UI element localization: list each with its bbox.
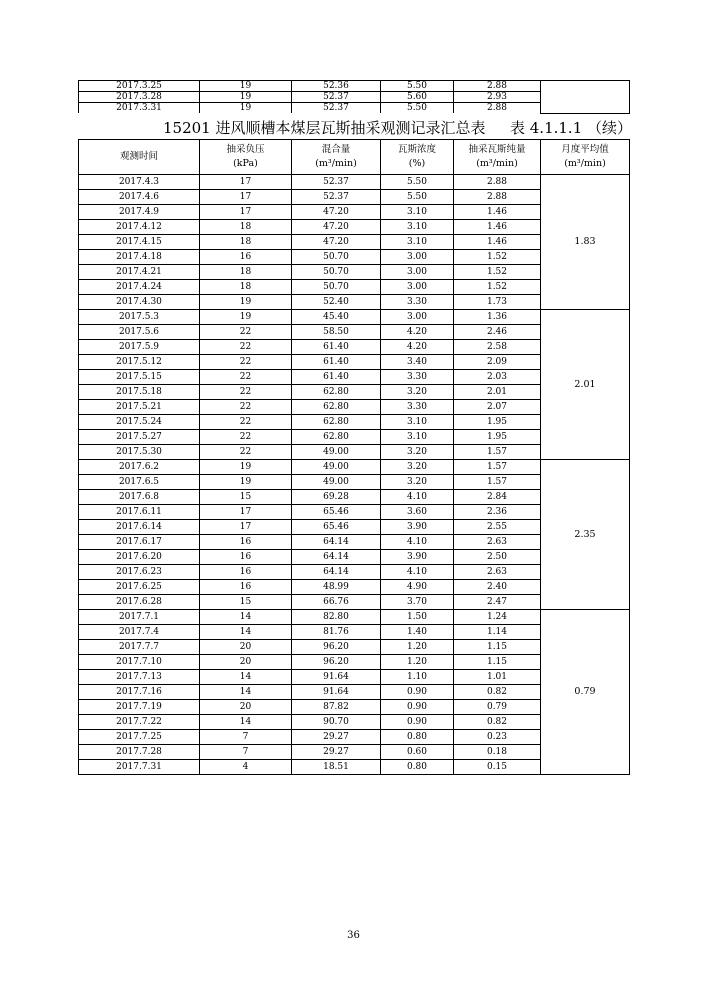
cell-date: 2017.7.10 <box>79 655 200 670</box>
cell-date: 2017.7.7 <box>79 640 200 655</box>
cell-date: 2017.6.28 <box>79 595 200 610</box>
cell-pure: 1.24 <box>454 610 541 625</box>
cell-concentration: 0.80 <box>381 730 454 745</box>
cell-pure: 2.84 <box>454 490 541 505</box>
cell-concentration: 3.00 <box>381 265 454 280</box>
cell-mixed: 52.37 <box>292 92 381 103</box>
cell-date: 2017.3.31 <box>79 103 200 114</box>
cell-mixed: 29.27 <box>292 730 381 745</box>
cell-pressure: 4 <box>200 760 292 775</box>
cell-mixed: 96.20 <box>292 640 381 655</box>
cell-date: 2017.5.3 <box>79 310 200 325</box>
cell-pressure: 16 <box>200 580 292 595</box>
cell-mixed: 91.64 <box>292 685 381 700</box>
cell-concentration: 3.10 <box>381 430 454 445</box>
gas-drainage-table <box>78 139 630 775</box>
table-title-line <box>78 118 633 138</box>
cell-pure: 2.88 <box>454 103 541 114</box>
cell-concentration: 1.50 <box>381 610 454 625</box>
cell-pure: 2.88 <box>454 190 541 205</box>
header-pure-unit: (m³/min) <box>476 158 518 169</box>
cell-mixed: 48.99 <box>292 580 381 595</box>
cell-pure: 2.09 <box>454 355 541 370</box>
cell-date: 2017.6.8 <box>79 490 200 505</box>
cell-mixed: 50.70 <box>292 250 381 265</box>
cell-concentration: 3.40 <box>381 355 454 370</box>
cell-mixed: 52.37 <box>292 103 381 114</box>
cell-concentration: 0.90 <box>381 715 454 730</box>
table-row <box>79 610 630 625</box>
cell-mixed: 64.14 <box>292 550 381 565</box>
cell-pure: 0.23 <box>454 730 541 745</box>
cell-concentration: 4.20 <box>381 340 454 355</box>
cell-date: 2017.6.17 <box>79 535 200 550</box>
cell-concentration: 3.30 <box>381 370 454 385</box>
cell-concentration: 3.10 <box>381 235 454 250</box>
continued-table-top <box>78 80 630 114</box>
header-pure-label: 抽采瓦斯纯量 <box>468 144 526 155</box>
cell-pure: 1.52 <box>454 250 541 265</box>
cell-mixed: 52.37 <box>292 175 381 190</box>
cell-concentration: 3.20 <box>381 445 454 460</box>
cell-pressure: 22 <box>200 355 292 370</box>
cell-pressure: 7 <box>200 730 292 745</box>
cell-concentration: 1.20 <box>381 640 454 655</box>
cell-date: 2017.7.25 <box>79 730 200 745</box>
cell-mixed: 52.36 <box>292 81 381 92</box>
cell-pure: 1.52 <box>454 265 541 280</box>
cell-mixed: 47.20 <box>292 235 381 250</box>
cell-pressure: 17 <box>200 505 292 520</box>
cell-date: 2017.4.18 <box>79 250 200 265</box>
cell-date: 2017.5.18 <box>79 385 200 400</box>
cell-pressure: 20 <box>200 655 292 670</box>
cell-pure: 2.63 <box>454 535 541 550</box>
cell-pressure: 17 <box>200 190 292 205</box>
cell-concentration: 3.00 <box>381 310 454 325</box>
cell-pure: 1.46 <box>454 235 541 250</box>
cell-date: 2017.4.3 <box>79 175 200 190</box>
cell-pure: 0.15 <box>454 760 541 775</box>
cell-pressure: 14 <box>200 610 292 625</box>
header-row <box>79 140 630 175</box>
cell-pure: 2.07 <box>454 400 541 415</box>
cell-date: 2017.6.25 <box>79 580 200 595</box>
cell-pressure: 14 <box>200 625 292 640</box>
cell-mixed: 87.82 <box>292 700 381 715</box>
cell-pure: 0.79 <box>454 700 541 715</box>
header-pure <box>454 140 541 175</box>
cell-pressure: 22 <box>200 445 292 460</box>
cell-pure: 2.40 <box>454 580 541 595</box>
cell-pure: 0.18 <box>454 745 541 760</box>
cell-concentration: 0.80 <box>381 760 454 775</box>
cell-pressure: 17 <box>200 205 292 220</box>
cell-mixed: 18.51 <box>292 760 381 775</box>
cell-concentration: 1.10 <box>381 670 454 685</box>
cell-mixed: 65.46 <box>292 505 381 520</box>
cell-concentration: 3.60 <box>381 505 454 520</box>
cell-concentration: 4.10 <box>381 535 454 550</box>
cell-date: 2017.5.9 <box>79 340 200 355</box>
cell-pure: 1.95 <box>454 430 541 445</box>
cell-date: 2017.7.13 <box>79 670 200 685</box>
cell-mixed: 61.40 <box>292 370 381 385</box>
cell-concentration: 5.60 <box>381 92 454 103</box>
cell-mixed: 49.00 <box>292 475 381 490</box>
cell-date: 2017.4.15 <box>79 235 200 250</box>
cell-pure: 2.93 <box>454 92 541 103</box>
cell-concentration: 5.50 <box>381 103 454 114</box>
cell-pure: 1.57 <box>454 460 541 475</box>
cell-concentration: 5.50 <box>381 190 454 205</box>
cell-mixed: 52.37 <box>292 190 381 205</box>
header-monthly-avg <box>541 140 630 175</box>
cell-date: 2017.5.24 <box>79 415 200 430</box>
cell-concentration: 3.10 <box>381 415 454 430</box>
cell-concentration: 3.10 <box>381 220 454 235</box>
table-number: 表 4.1.1.1 （续） <box>510 119 633 137</box>
cell-pressure: 18 <box>200 235 292 250</box>
header-mixed-unit: (m³/min) <box>315 158 357 169</box>
cell-pressure: 22 <box>200 325 292 340</box>
cell-pure: 2.88 <box>454 81 541 92</box>
cell-mixed: 62.80 <box>292 430 381 445</box>
cell-date: 2017.5.21 <box>79 400 200 415</box>
cell-pressure: 17 <box>200 520 292 535</box>
cell-pressure: 16 <box>200 550 292 565</box>
cell-mixed: 64.14 <box>292 565 381 580</box>
header-time-label: 观测时间 <box>119 151 158 162</box>
cell-date: 2017.4.30 <box>79 295 200 310</box>
cell-monthly-avg: 1.83 <box>541 175 630 310</box>
cell-pressure: 22 <box>200 385 292 400</box>
cell-pure: 2.50 <box>454 550 541 565</box>
cell-date: 2017.4.6 <box>79 190 200 205</box>
cell-date: 2017.7.4 <box>79 625 200 640</box>
header-pressure-label: 抽采负压 <box>226 144 265 155</box>
cell-mixed: 62.80 <box>292 400 381 415</box>
cell-date: 2017.4.21 <box>79 265 200 280</box>
cell-pressure: 18 <box>200 265 292 280</box>
cell-pressure: 22 <box>200 430 292 445</box>
cell-pressure: 18 <box>200 280 292 295</box>
cell-pressure: 16 <box>200 565 292 580</box>
cell-mixed: 65.46 <box>292 520 381 535</box>
table-row <box>79 310 630 325</box>
cell-pressure: 19 <box>200 81 292 92</box>
cell-date: 2017.7.31 <box>79 760 200 775</box>
cell-mixed: 64.14 <box>292 535 381 550</box>
header-pressure <box>200 140 292 175</box>
cell-mixed: 90.70 <box>292 715 381 730</box>
cell-monthly-avg: 2.35 <box>541 460 630 610</box>
cell-mixed: 82.80 <box>292 610 381 625</box>
cell-concentration: 0.90 <box>381 700 454 715</box>
cell-date: 2017.6.11 <box>79 505 200 520</box>
header-mixed-label: 混合量 <box>321 144 351 155</box>
cell-pure: 2.47 <box>454 595 541 610</box>
cell-date: 2017.7.28 <box>79 745 200 760</box>
cell-date: 2017.3.28 <box>79 92 200 103</box>
cell-mixed: 62.80 <box>292 385 381 400</box>
cell-pressure: 19 <box>200 310 292 325</box>
header-concentration-label: 瓦斯浓度 <box>397 144 436 155</box>
cell-pressure: 19 <box>200 475 292 490</box>
cell-mixed: 58.50 <box>292 325 381 340</box>
cell-concentration: 3.30 <box>381 400 454 415</box>
cell-pure: 2.46 <box>454 325 541 340</box>
cell-mixed: 81.76 <box>292 625 381 640</box>
cell-mixed: 49.00 <box>292 445 381 460</box>
cell-pressure: 14 <box>200 685 292 700</box>
cell-date: 2017.6.2 <box>79 460 200 475</box>
cell-mixed: 47.20 <box>292 205 381 220</box>
cell-pressure: 22 <box>200 340 292 355</box>
cell-date: 2017.5.15 <box>79 370 200 385</box>
cell-pressure: 22 <box>200 415 292 430</box>
cell-pressure: 16 <box>200 535 292 550</box>
cell-pure: 2.55 <box>454 520 541 535</box>
cell-concentration: 4.10 <box>381 490 454 505</box>
cell-pure: 1.15 <box>454 655 541 670</box>
cell-pressure: 15 <box>200 595 292 610</box>
table-row <box>79 460 630 475</box>
cell-concentration: 3.70 <box>381 595 454 610</box>
cell-pressure: 18 <box>200 220 292 235</box>
cell-concentration: 3.00 <box>381 280 454 295</box>
cell-mixed: 66.76 <box>292 595 381 610</box>
cell-mixed: 29.27 <box>292 745 381 760</box>
cell-date: 2017.5.27 <box>79 430 200 445</box>
cell-pure: 1.57 <box>454 445 541 460</box>
header-pressure-unit: (kPa) <box>233 158 258 169</box>
cell-concentration: 1.40 <box>381 625 454 640</box>
cell-mixed: 45.40 <box>292 310 381 325</box>
header-mixed <box>292 140 381 175</box>
table-title: 15201 进风顺槽本煤层瓦斯抽采观测记录汇总表 <box>163 119 486 137</box>
table-row <box>79 175 630 190</box>
cell-date: 2017.4.12 <box>79 220 200 235</box>
cell-date: 2017.4.9 <box>79 205 200 220</box>
cell-pressure: 19 <box>200 460 292 475</box>
cell-pressure: 7 <box>200 745 292 760</box>
header-concentration <box>381 140 454 175</box>
cell-concentration: 1.20 <box>381 655 454 670</box>
cell-mixed: 96.20 <box>292 655 381 670</box>
cell-concentration: 3.90 <box>381 520 454 535</box>
cell-date: 2017.6.23 <box>79 565 200 580</box>
cell-pure: 2.88 <box>454 175 541 190</box>
cell-monthly-avg: 0.79 <box>541 610 630 775</box>
header-monthly-avg-unit: (m³/min) <box>564 158 606 169</box>
cell-concentration: 5.50 <box>381 175 454 190</box>
cell-pressure: 14 <box>200 670 292 685</box>
cell-date: 2017.5.30 <box>79 445 200 460</box>
cell-pressure: 14 <box>200 715 292 730</box>
cell-pure: 1.52 <box>454 280 541 295</box>
cell-pressure: 19 <box>200 295 292 310</box>
cell-pure: 1.36 <box>454 310 541 325</box>
cell-date: 2017.7.19 <box>79 700 200 715</box>
cell-pure: 1.95 <box>454 415 541 430</box>
header-concentration-unit: (%) <box>408 158 426 169</box>
cell-mixed: 52.40 <box>292 295 381 310</box>
header-monthly-avg-label: 月度平均值 <box>561 144 609 155</box>
cell-pure: 2.58 <box>454 340 541 355</box>
cell-mixed: 69.28 <box>292 490 381 505</box>
cell-concentration: 5.50 <box>381 81 454 92</box>
cell-date: 2017.6.20 <box>79 550 200 565</box>
cell-date: 2017.6.5 <box>79 475 200 490</box>
cell-date: 2017.7.1 <box>79 610 200 625</box>
cell-mixed: 62.80 <box>292 415 381 430</box>
cell-date: 2017.6.14 <box>79 520 200 535</box>
cell-pure: 0.82 <box>454 715 541 730</box>
cell-concentration: 3.10 <box>381 205 454 220</box>
cell-mixed: 49.00 <box>292 460 381 475</box>
cell-pressure: 22 <box>200 400 292 415</box>
cell-date: 2017.7.22 <box>79 715 200 730</box>
cell-monthly-avg: 2.01 <box>541 310 630 460</box>
cell-date: 2017.4.24 <box>79 280 200 295</box>
cell-pure: 1.46 <box>454 205 541 220</box>
cell-mixed: 61.40 <box>292 340 381 355</box>
cell-monthly-avg <box>541 81 630 114</box>
cell-pressure: 20 <box>200 700 292 715</box>
cell-pure: 1.46 <box>454 220 541 235</box>
cell-date: 2017.7.16 <box>79 685 200 700</box>
cell-pure: 1.14 <box>454 625 541 640</box>
cell-mixed: 61.40 <box>292 355 381 370</box>
cell-date: 2017.3.25 <box>79 81 200 92</box>
cell-mixed: 50.70 <box>292 265 381 280</box>
cell-pressure: 19 <box>200 92 292 103</box>
cell-pressure: 15 <box>200 490 292 505</box>
cell-pressure: 19 <box>200 103 292 114</box>
cell-concentration: 0.60 <box>381 745 454 760</box>
cell-pure: 2.01 <box>454 385 541 400</box>
cell-pressure: 17 <box>200 175 292 190</box>
cell-concentration: 3.20 <box>381 460 454 475</box>
cell-pressure: 22 <box>200 370 292 385</box>
cell-mixed: 47.20 <box>292 220 381 235</box>
cell-pure: 2.36 <box>454 505 541 520</box>
cell-concentration: 3.00 <box>381 250 454 265</box>
cell-date: 2017.5.6 <box>79 325 200 340</box>
cell-concentration: 3.30 <box>381 295 454 310</box>
page-number: 36 <box>347 930 360 941</box>
cell-concentration: 4.10 <box>381 565 454 580</box>
cell-concentration: 0.90 <box>381 685 454 700</box>
cell-pure: 1.57 <box>454 475 541 490</box>
cell-mixed: 50.70 <box>292 280 381 295</box>
cell-pure: 2.63 <box>454 565 541 580</box>
cell-pure: 1.15 <box>454 640 541 655</box>
cell-concentration: 3.90 <box>381 550 454 565</box>
cell-date: 2017.5.12 <box>79 355 200 370</box>
cell-pressure: 16 <box>200 250 292 265</box>
cell-concentration: 3.20 <box>381 475 454 490</box>
cell-mixed: 91.64 <box>292 670 381 685</box>
cell-pure: 1.73 <box>454 295 541 310</box>
cell-pure: 0.82 <box>454 685 541 700</box>
cell-pure: 1.01 <box>454 670 541 685</box>
header-time <box>79 140 200 175</box>
cell-pressure: 20 <box>200 640 292 655</box>
cell-concentration: 4.20 <box>381 325 454 340</box>
cell-concentration: 3.20 <box>381 385 454 400</box>
table-row <box>79 81 630 92</box>
cell-concentration: 4.90 <box>381 580 454 595</box>
cell-pure: 2.03 <box>454 370 541 385</box>
